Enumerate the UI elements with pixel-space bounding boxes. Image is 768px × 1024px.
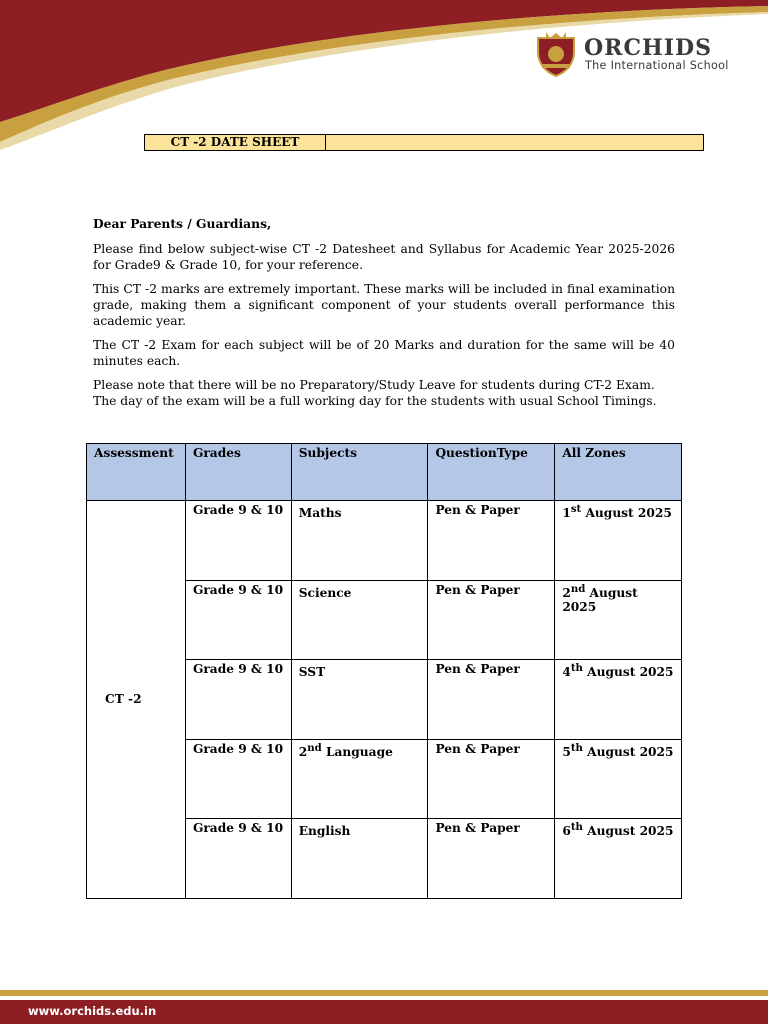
working-day-note: The day of the exam will be a full working day for the students with usual School Timings.	[93, 394, 657, 408]
exam-schedule-table	[86, 443, 682, 899]
question-type-cell: Pen & Paper	[428, 660, 555, 740]
subject-cell: English	[291, 819, 428, 899]
no-leave-note: Please note that there will be no Preparatory/Study Leave for students during CT-2 Exam.	[93, 378, 655, 392]
subject-cell: SST	[291, 660, 428, 740]
question-type-cell: Pen & Paper	[428, 580, 555, 660]
subject-cell: Maths	[291, 501, 428, 581]
brand-tagline: The International School	[585, 59, 729, 72]
question-type-cell: Pen & Paper	[428, 501, 555, 581]
grade-cell: Grade 9 & 10	[185, 819, 291, 899]
table-header-row	[87, 444, 682, 501]
brand-name: ORCHIDS	[584, 35, 712, 61]
letter-body	[93, 216, 675, 417]
header-subjects: Subjects	[291, 444, 428, 501]
date-sheet-title-bar	[144, 134, 704, 151]
subject-cell: Science	[291, 580, 428, 660]
footer-gold-stripe	[0, 990, 768, 996]
crest-icon	[532, 30, 580, 78]
grade-cell: Grade 9 & 10	[185, 739, 291, 819]
question-type-cell: Pen & Paper	[428, 819, 555, 899]
footer-bar	[0, 1000, 768, 1024]
subject-cell: 2nd Language	[291, 739, 428, 819]
assessment-cell: CT -2	[87, 501, 186, 899]
grade-cell: Grade 9 & 10	[185, 580, 291, 660]
grade-cell: Grade 9 & 10	[185, 501, 291, 581]
date-sheet-title: CT -2 DATE SHEET	[145, 135, 326, 150]
paragraph-importance: This CT -2 marks are extremely important. These marks will be included in final examination grade, making them a significant component of your students overall performance this academic year.	[93, 282, 675, 328]
paragraph-exam-details: The CT -2 Exam for each subject will be of 20 Marks and duration for the same will be 40 minutes each.	[93, 338, 675, 368]
greeting: Dear Parents / Guardians,	[93, 216, 272, 231]
website-link[interactable]: www.orchids.edu.in	[28, 1004, 157, 1018]
date-cell: 1st August 2025	[555, 501, 682, 581]
school-logo	[532, 30, 742, 80]
header-all-zones: All Zones	[555, 444, 682, 501]
grade-cell: Grade 9 & 10	[185, 660, 291, 740]
header-assessment: Assessment	[87, 444, 186, 501]
date-cell: 2nd August 2025	[555, 580, 682, 660]
date-cell: 6th August 2025	[555, 819, 682, 899]
date-cell: 5th August 2025	[555, 739, 682, 819]
date-cell: 4th August 2025	[555, 660, 682, 740]
question-type-cell: Pen & Paper	[428, 739, 555, 819]
header-grades: Grades	[185, 444, 291, 501]
paragraph-datesheet-intro: Please find below subject-wise CT -2 Datesheet and Syllabus for Academic Year 2025-2026 for Grade9 & Grade 10, for your reference.	[93, 242, 675, 272]
paragraph-working-day	[93, 377, 675, 409]
table-row	[87, 501, 682, 581]
header-question-type: QuestionType	[428, 444, 555, 501]
